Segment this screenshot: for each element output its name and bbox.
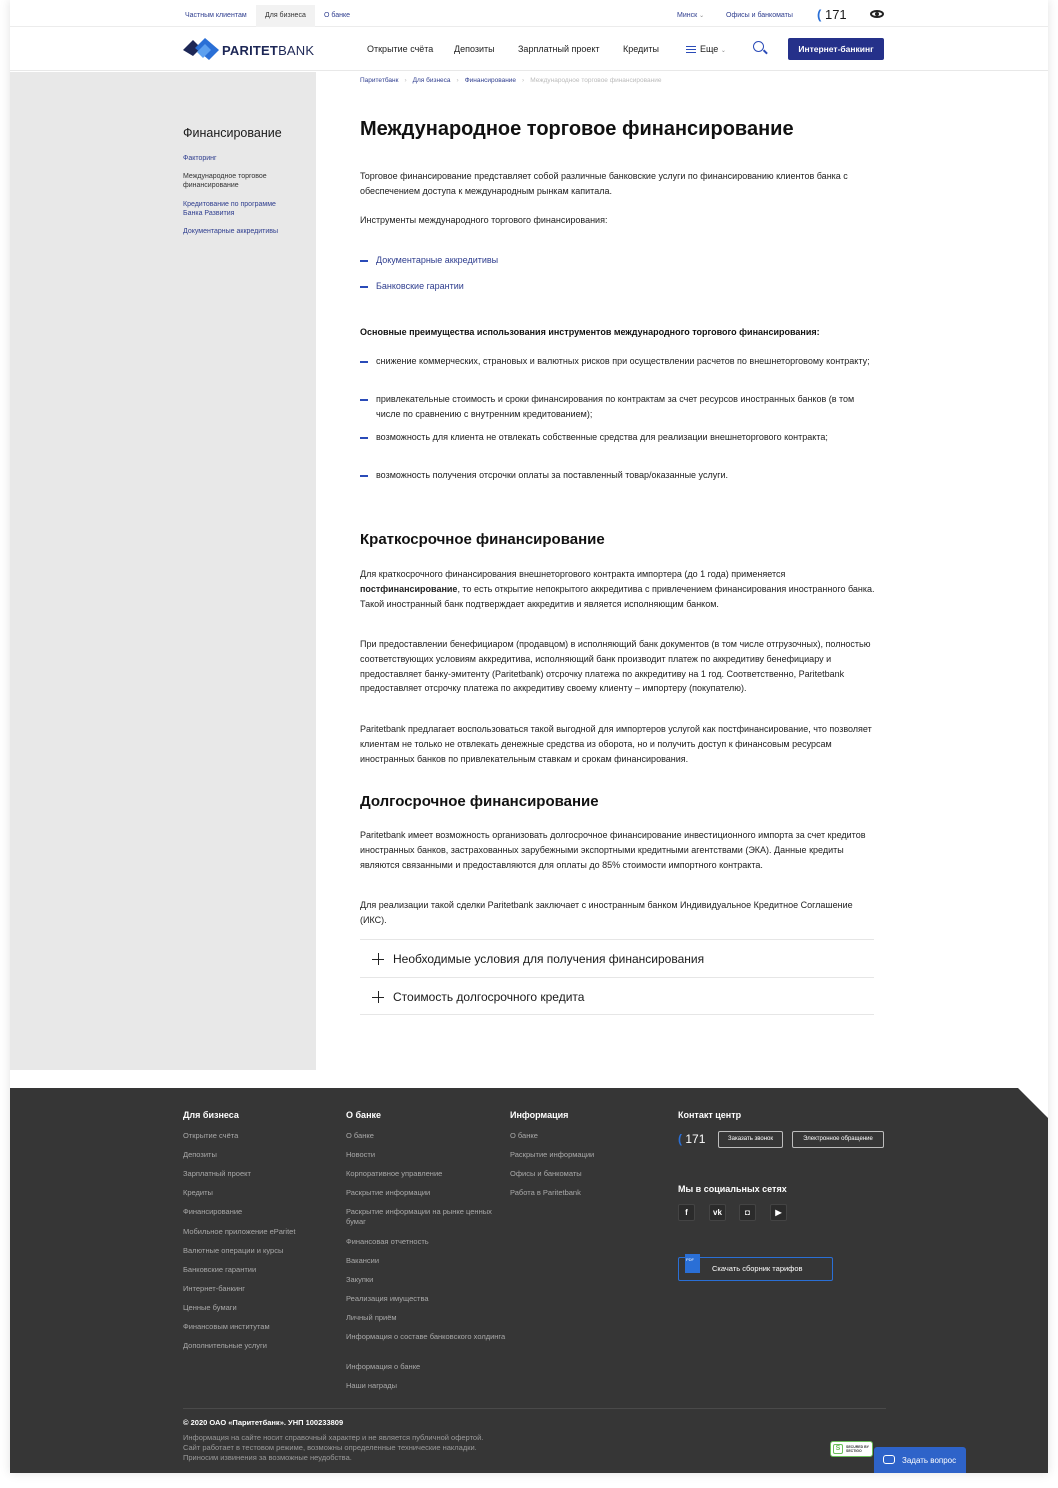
phone-number: 171 bbox=[824, 7, 847, 22]
footer-link[interactable]: Раскрытие информации bbox=[510, 1150, 595, 1159]
logo-text[interactable]: PARITETBANK bbox=[222, 43, 315, 58]
footer-link[interactable]: Интернет-банкинг bbox=[183, 1284, 246, 1293]
youtube-icon[interactable]: ▶ bbox=[770, 1204, 787, 1221]
footer-link[interactable]: Раскрытие информации на рынке ценных бумаг bbox=[346, 1207, 492, 1226]
footer-link[interactable]: Корпоративное управление bbox=[346, 1169, 443, 1178]
accessibility-eye-icon[interactable] bbox=[870, 10, 884, 18]
chevron-right-icon: › bbox=[522, 77, 525, 84]
footer-phone[interactable] bbox=[678, 1132, 705, 1146]
short-term-paragraph-1: Для краткосрочного финансирования внешнеторгового контракта импортера (до 1 года) применяется постфинансирование, то есть открытие непокрытого аккредитива с привлечением финансирования иностранного банка. Такой иностранный банк подтверждает аккредитив и является исполняющим банком. bbox=[360, 569, 875, 609]
advantage-item: возможность для клиента не отвлекать собственные средства для реализации внешнеторгового контракта; bbox=[360, 430, 875, 445]
footer-link[interactable]: Кредиты bbox=[183, 1188, 213, 1197]
short-term-title: Краткосрочное финансирование bbox=[360, 531, 605, 548]
intro-paragraph: Торговое финансирование представляет собой различные банковские услуги по финансированию клиентов банка с обеспечением доступа к международным рынкам капитала. bbox=[360, 171, 848, 196]
pdf-icon bbox=[685, 1254, 700, 1273]
segment-about[interactable]: О банке bbox=[324, 12, 351, 19]
footer-link[interactable]: Валютные операции и курсы bbox=[183, 1246, 284, 1255]
sidebar-item-trade-finance[interactable]: Международное торговое финансирование bbox=[183, 173, 267, 189]
disclaimer-line: Сайт работает в тестовом режиме, возможны определенные технические накладки. bbox=[183, 1443, 477, 1452]
vk-icon[interactable]: vk bbox=[709, 1204, 726, 1221]
segment-business[interactable]: Для бизнеса bbox=[256, 5, 315, 27]
page-frame bbox=[10, 0, 1048, 1473]
phone-top[interactable] bbox=[817, 7, 847, 22]
footer-link[interactable]: Работа в Paritetbank bbox=[510, 1188, 581, 1197]
footer-link[interactable]: Вакансии bbox=[346, 1256, 380, 1265]
instagram-icon[interactable]: ◘ bbox=[739, 1204, 756, 1221]
nav-salary[interactable]: Зарплатный проект bbox=[518, 44, 600, 54]
download-tariffs-button[interactable] bbox=[678, 1257, 833, 1281]
long-term-paragraph-1: Paritetbank имеет возможность организовать долгосрочное финансирование инвестиционного импорта за счет кредитов иностранных банков, застрахованных зарубежными экспортными кредитными агентствами (ЭКА). Данные кредиты являются связанными и предоставляются для оплаты до 85% стоимости импортного контракта. bbox=[360, 830, 866, 870]
electronic-appeal-button[interactable]: Электронное обращение bbox=[792, 1131, 884, 1148]
order-call-button[interactable]: Заказать звонок bbox=[718, 1131, 783, 1148]
breadcrumb-home[interactable]: Паритетбанк bbox=[360, 77, 399, 84]
disclaimer-line: Приносим извинения за возможные неудобства. bbox=[183, 1453, 352, 1462]
sectigo-label: SECURED BY SECTIGO bbox=[846, 1445, 869, 1453]
plus-icon bbox=[372, 991, 384, 1003]
facebook-icon[interactable]: f bbox=[678, 1204, 695, 1221]
accordion-label: Стоимость долгосрочного кредита bbox=[393, 990, 585, 1004]
footer-link[interactable]: Открытие счёта bbox=[183, 1131, 239, 1140]
dash-bullet-icon bbox=[360, 399, 368, 401]
footer-link[interactable]: Мобильное приложение eParitet bbox=[183, 1227, 296, 1236]
city-label: Минск bbox=[677, 12, 698, 19]
long-term-title: Долгосрочное финансирование bbox=[360, 793, 599, 810]
chevron-right-icon: › bbox=[404, 77, 407, 84]
footer-link[interactable]: Зарплатный проект bbox=[183, 1169, 251, 1178]
footer-link[interactable]: Финансовым институтам bbox=[183, 1322, 270, 1331]
disclaimer bbox=[183, 1433, 583, 1463]
sidebar-item-letters-of-credit[interactable]: Документарные аккредитивы bbox=[183, 228, 279, 235]
phone-icon: ( bbox=[817, 7, 822, 22]
segment-private[interactable]: Частным клиентам bbox=[185, 12, 247, 19]
dash-bullet-icon bbox=[360, 361, 368, 363]
dash-bullet-icon bbox=[360, 286, 368, 288]
sidebar-title: Финансирование bbox=[183, 126, 282, 140]
long-term-paragraph-2: Для реализации такой сделки Paritetbank заключает с иностранным банком Индивидуальное Кредитное Соглашение (ИКС). bbox=[360, 900, 853, 925]
sidebar-item-factoring[interactable]: Факторинг bbox=[183, 155, 217, 162]
footer-link[interactable]: Личный приём bbox=[346, 1313, 397, 1322]
dash-bullet-icon bbox=[360, 475, 368, 477]
paritetbank-logo-icon[interactable] bbox=[183, 36, 219, 62]
footer-link[interactable]: Наши награды bbox=[346, 1381, 398, 1390]
footer bbox=[10, 1088, 1048, 1473]
footer-phone-number: 171 bbox=[685, 1132, 706, 1146]
page-title: Международное торговое финансирование bbox=[360, 118, 794, 140]
footer-divider bbox=[183, 1408, 886, 1409]
menu-lines-icon bbox=[686, 44, 696, 55]
instrument-link-letters-of-credit[interactable]: Документарные аккредитивы bbox=[360, 253, 875, 268]
footer-link[interactable]: О банке bbox=[346, 1131, 374, 1140]
footer-business-title: Для бизнеса bbox=[183, 1110, 239, 1120]
footer-link[interactable]: Раскрытие информации bbox=[346, 1188, 431, 1197]
short-term-paragraph-2: При предоставлении бенефициаром (продавцом) в исполняющий банк документов (в том числе отгрузочных), полностью соответствующих условиям аккредитива, исполняющий банк производит платеж по аккредитиву бенефициару и предоставляет банку-эмитенту (Paritetbank) отсрочку платежа по аккредитиву на 1 год. Соответственно, Paritetbank предоставляет отсрочку платежа по аккредитиву своему клиенту – импортеру (покупателю). bbox=[360, 639, 871, 694]
download-tariffs-label: Скачать сборник тарифов bbox=[712, 1264, 803, 1273]
accordion-cost[interactable] bbox=[360, 977, 874, 1015]
breadcrumb-financing[interactable]: Финансирование bbox=[464, 77, 517, 84]
sidebar-item-development-bank[interactable]: Кредитование по программе Банка Развития bbox=[183, 201, 276, 217]
footer-link[interactable]: Закупки bbox=[346, 1275, 374, 1284]
footer-link[interactable]: Информация о составе банковского холдинга bbox=[346, 1332, 506, 1341]
main-header bbox=[10, 28, 1048, 71]
disclaimer-line: Информация на сайте носит справочный характер и не является публичной офертой. bbox=[183, 1433, 484, 1442]
city-selector[interactable] bbox=[677, 0, 704, 27]
footer-link[interactable]: Ценные бумаги bbox=[183, 1303, 237, 1312]
ask-question-label: Задать вопрос bbox=[902, 1456, 957, 1465]
search-icon[interactable] bbox=[753, 41, 764, 52]
short-term-paragraph-3: Paritetbank предлагает воспользоваться такой выгодной для импортеров услугой как постфинансирование, что позволяет клиентам не только не отвлекать денежные средства из оборота, но и получить доступ к финансовым ресурсам иностранных банков по привлекательным ставкам и срокам финансирования. bbox=[360, 724, 872, 764]
offices-link[interactable]: Офисы и банкоматы bbox=[726, 12, 793, 19]
chevron-down-icon: ⌄ bbox=[720, 48, 726, 54]
sectigo-badge[interactable] bbox=[830, 1441, 873, 1457]
advantage-item: привлекательные стоимость и сроки финансирования по контрактам за счет ресурсов иностранных банков (в том числе по сравнению с внутренним кредитованием); bbox=[360, 392, 875, 422]
footer-link[interactable]: Финансовая отчетность bbox=[346, 1237, 429, 1246]
breadcrumb-business[interactable]: Для бизнеса bbox=[412, 77, 451, 84]
footer-link[interactable]: Банковские гарантии bbox=[183, 1265, 257, 1274]
copyright: © 2020 ОАО «Паритетбанк». УНП 100233809 bbox=[183, 1418, 344, 1427]
phone-icon: ( bbox=[678, 1132, 682, 1146]
footer-link[interactable]: Дополнительные услуги bbox=[183, 1341, 267, 1350]
dash-bullet-icon bbox=[360, 437, 368, 439]
footer-info-title: Информация bbox=[510, 1110, 569, 1120]
footer-link[interactable]: Информация о банке bbox=[346, 1362, 421, 1371]
nav-more[interactable]: Еще ⌄ bbox=[686, 44, 726, 55]
accordion-label: Необходимые условия для получения финансирования bbox=[393, 952, 705, 966]
main-content bbox=[316, 72, 1048, 1070]
accordion-conditions[interactable] bbox=[360, 939, 874, 977]
internet-banking-button[interactable]: Интернет-банкинг bbox=[788, 38, 884, 60]
chevron-down-icon: ⌄ bbox=[699, 13, 705, 19]
instruments-label: Инструменты международного торгового финансирования: bbox=[360, 215, 608, 225]
instrument-link-guarantees[interactable]: Банковские гарантии bbox=[360, 279, 875, 294]
contact-center-title: Контакт центр bbox=[678, 1110, 742, 1120]
ask-question-button[interactable] bbox=[874, 1447, 966, 1473]
footer-about-title: О банке bbox=[346, 1110, 382, 1120]
sectigo-icon: S bbox=[833, 1444, 843, 1454]
top-bar bbox=[10, 0, 1048, 27]
social-title: Мы в социальных сетях bbox=[678, 1184, 787, 1194]
advantage-item: возможность получения отсрочки оплаты за поставленный товар/оказанные услуги. bbox=[360, 468, 875, 483]
advantages-title: Основные преимущества использования инструментов международного торгового финансирования: bbox=[360, 327, 820, 337]
nav-accounts[interactable]: Открытие счёта bbox=[367, 44, 434, 54]
sidebar bbox=[10, 72, 316, 1070]
chat-bubble-icon bbox=[883, 1455, 895, 1464]
breadcrumb-current: Международное торговое финансирование bbox=[530, 77, 662, 84]
breadcrumb bbox=[360, 77, 661, 84]
plus-icon bbox=[372, 953, 384, 965]
chevron-right-icon: › bbox=[456, 77, 459, 84]
footer-link[interactable]: Депозиты bbox=[183, 1150, 217, 1159]
footer-link[interactable]: Финансирование bbox=[183, 1207, 243, 1216]
footer-link[interactable]: Новости bbox=[346, 1150, 376, 1159]
nav-deposits[interactable]: Депозиты bbox=[454, 44, 495, 54]
nav-credits[interactable]: Кредиты bbox=[623, 44, 659, 54]
footer-link[interactable]: Реализация имущества bbox=[346, 1294, 429, 1303]
footer-link[interactable]: Офисы и банкоматы bbox=[510, 1169, 582, 1178]
dash-bullet-icon bbox=[360, 260, 368, 262]
footer-link[interactable]: О банке bbox=[510, 1131, 538, 1140]
advantage-item: снижение коммерческих, страновых и валютных рисков при осуществлении расчетов по внешнеторговому контракту; bbox=[360, 354, 875, 369]
footer-corner bbox=[1018, 1088, 1048, 1118]
